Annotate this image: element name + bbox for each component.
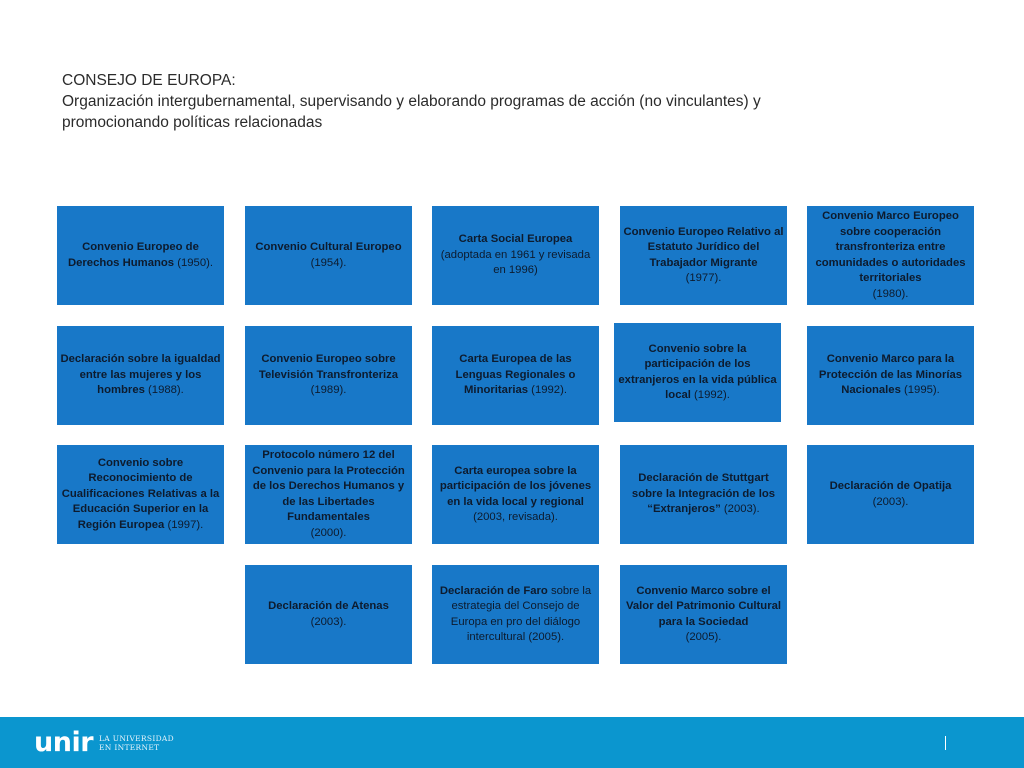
- logo-tagline-line1: LA UNIVERSIDAD: [99, 733, 174, 743]
- title-subtitle-line1: Organización intergubernamental, supervisando y elaborando programas de acción (no vinculantes) y: [62, 93, 761, 110]
- unir-logo: [34, 729, 174, 756]
- logo-tagline: [99, 734, 174, 752]
- card-declaracion-faro: Declaración de Faro sobre la estrategia del Consejo de Europa en pro del diálogo intercultural (2005).: [432, 565, 599, 664]
- logo-tagline-line2: EN INTERNET: [99, 742, 160, 752]
- footer-divider: [945, 736, 946, 750]
- card-igualdad-mujeres-hombres: Declaración sobre la igualdad entre las mujeres y los hombres (1988).: [57, 326, 224, 425]
- logo-wordmark: unir: [34, 727, 94, 758]
- card-patrimonio-cultural: Convenio Marco sobre el Valor del Patrimonio Cultural para la Sociedad (2005).: [620, 565, 787, 664]
- card-convenio-cultural: Convenio Cultural Europeo (1954).: [245, 206, 412, 305]
- card-trabajador-migrante: Convenio Europeo Relativo al Estatuto Jurídico del Trabajador Migrante (1977).: [620, 206, 787, 305]
- card-declaracion-stuttgart: Declaración de Stuttgart sobre la Integración de los “Extranjeros” (2003).: [620, 445, 787, 544]
- card-carta-social: Carta Social Europea (adoptada en 1961 y revisada en 1996): [432, 206, 599, 305]
- card-declaracion-opatija: Declaración de Opatija (2003).: [807, 445, 974, 544]
- card-participacion-extranjeros: Convenio sobre la participación de los extranjeros en la vida pública local (1992).: [614, 323, 781, 422]
- card-convenio-derechos-humanos: Convenio Europeo de Derechos Humanos (1950).: [57, 206, 224, 305]
- card-television-transfronteriza: Convenio Europeo sobre Televisión Transfronteriza (1989).: [245, 326, 412, 425]
- card-declaracion-atenas: Declaración de Atenas (2003).: [245, 565, 412, 664]
- card-protocolo-12: Protocolo número 12 del Convenio para la Protección de los Derechos Humanos y de las Libertades Fundamentales (2000).: [245, 445, 412, 544]
- card-lenguas-regionales: Carta Europea de las Lenguas Regionales o Minoritarias (1992).: [432, 326, 599, 425]
- title-heading: CONSEJO DE EUROPA:: [62, 72, 236, 89]
- card-cooperacion-transfronteriza: Convenio Marco Europeo sobre cooperación transfronteriza entre comunidades o autoridades territoriales (1980).: [807, 206, 974, 305]
- title-subtitle-line2: promocionando políticas relacionadas: [62, 114, 323, 131]
- card-minorias-nacionales: Convenio Marco para la Protección de las Minorías Nacionales (1995).: [807, 326, 974, 425]
- card-reconocimiento-cualificaciones: Convenio sobre Reconocimiento de Cualificaciones Relativas a la Educación Superior en la Región Europea (1997).: [57, 445, 224, 544]
- card-participacion-jovenes: Carta europea sobre la participación de los jóvenes en la vida local y regional (2003, revisada).: [432, 445, 599, 544]
- footer-bar: [0, 717, 1024, 768]
- page-title: [62, 70, 962, 133]
